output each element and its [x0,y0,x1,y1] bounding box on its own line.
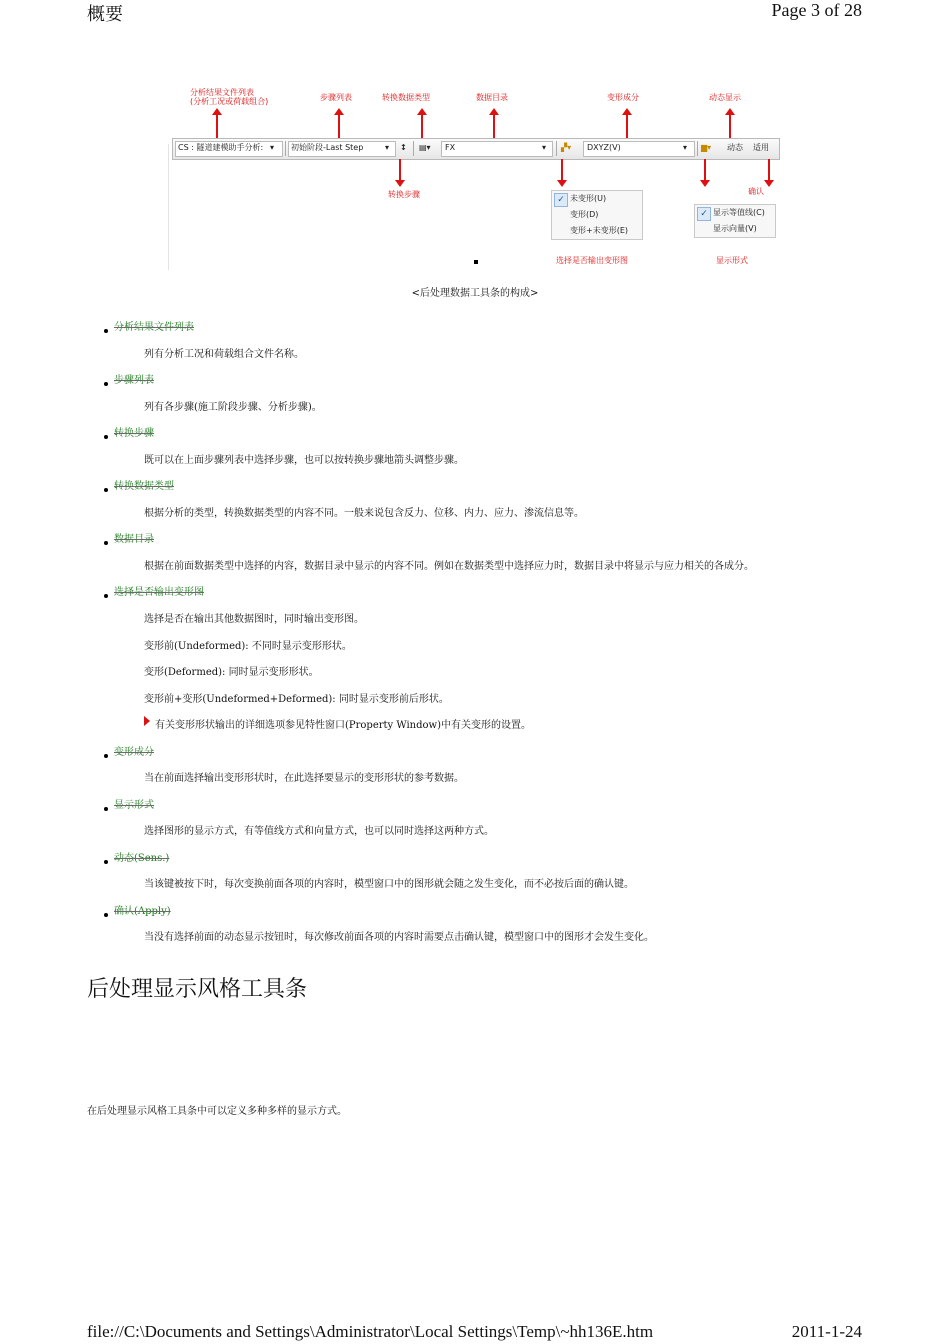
label-deform-component: 变形成分 [607,93,639,102]
page-number: Page 3 of 28 [771,0,862,20]
deform-output-icon[interactable]: ▞▾ [561,143,572,152]
check-icon: ✓ [697,207,711,221]
result-file-combo-text: CS : 隧道建模助手分析: [178,143,264,152]
check-icon: ✓ [554,193,568,207]
arrow-display-form [704,159,706,181]
chevron-down-icon[interactable]: ▾ [385,143,390,152]
entry-desc: 变形前(Undeformed): 不同时显示变形形状。 [144,641,352,652]
section-title: 后处理显示风格工具条 [87,977,308,1002]
chevron-down-icon[interactable]: ▾ [683,143,688,152]
menu-item-deformed[interactable]: 变形(D) [570,210,599,219]
apply-button[interactable]: 适用 [753,143,769,152]
display-form-icon[interactable]: ▆▾ [701,143,712,152]
entry-title[interactable]: 转换步骤 [114,428,154,439]
footer-date: 2011-1-24 [791,1322,862,1341]
arrow-result-file [216,114,218,138]
entry-desc: 当该键被按下时，每次变换前面各项的内容时，模型窗口中的图形就会随之发生变化，而不必按后面的确认键。 [144,879,634,890]
entry-title[interactable]: 确认(Apply) [114,906,171,917]
label-deform-output: 选择是否输出变形图 [556,256,628,265]
entry-desc: 当没有选择前面的动态显示按钮时，每次修改前面各项的内容时需要点击确认键，模型窗口中的图形才会发生变化。 [144,932,654,943]
entry-desc: 选择图形的显示方式，有等值线方式和向量方式，也可以同时选择这两种方式。 [144,826,494,837]
arrow-data-catalog [493,114,495,138]
label-step-list: 步骤列表 [320,93,352,102]
figure-dot [474,260,478,264]
arrow-step-list [338,114,340,138]
entry-title[interactable]: 动态(Sens.) [114,853,170,864]
label-dynamic-display: 动态显示 [709,93,741,102]
entry-desc: 列有分析工况和荷载组合文件名称。 [144,349,304,360]
data-catalog-text: FX [445,143,456,152]
entry-note: 有关变形形状输出的详细选项参见特性窗口(Property Window)中有关变形的设置。 [155,720,532,731]
arrow-data-type [421,114,423,138]
toolbar-figure [168,84,782,270]
menu-item-undeformed-deformed[interactable]: 变形+未变形(E) [570,226,628,235]
entry-desc: 根据分析的类型，转换数据类型的内容不同。一般来说包含反力、位移、内力、应力、渗流信息等。 [144,508,584,519]
chevron-down-icon[interactable]: ▾ [542,143,547,152]
label-result-file-list: 分析结果文件列表 (分析工况或荷载组合) [190,88,269,106]
entry-desc: 列有各步骤(施工阶段步骤、分析步骤)。 [144,402,322,413]
arrow-deform-component [626,114,628,138]
deform-output-menu [551,190,643,240]
entry-title[interactable]: 数据目录 [114,534,154,545]
step-convert-icon[interactable]: ↕ [400,143,407,152]
arrow-dynamic-display [729,114,731,138]
entry-desc: 既可以在上面步骤列表中选择步骤，也可以按转换步骤地箭头调整步骤。 [144,455,464,466]
menu-item-contour[interactable]: ✓ 显示等值线(C) [695,205,775,221]
entry-desc: 选择是否在输出其他数据图时，同时输出变形图。 [144,614,364,625]
entry-title[interactable]: 分析结果文件列表 [114,322,194,333]
arrow-confirm [768,159,770,181]
label-data-type: 转换数据类型 [382,93,430,102]
body-paragraph: 在后处理显示风格工具条中可以定义多种多样的显示方式。 [87,1106,347,1117]
label-display-form: 显示形式 [716,256,748,265]
entry-desc: 变形(Deformed): 同时显示变形形状。 [144,667,319,678]
entry-desc: 根据在前面数据类型中选择的内容，数据目录中显示的内容不同。例如在数据类型中选择应力时，数据目录中将显示与应力相关的各成分。 [144,561,754,572]
postprocess-toolbar [172,138,780,160]
note-icon [144,716,150,726]
deform-component-text: DXYZ(V) [587,143,621,152]
footer-path: file://C:\Documents and Settings\Administrator\Local Settings\Temp\~hh136E.htm [87,1322,654,1341]
figure-caption: <后处理数据工具条的构成> [411,288,539,299]
entry-desc: 变形前+变形(Undeformed+Deformed): 同时显示变形前后形状。 [144,694,449,705]
label-data-catalog: 数据目录 [476,93,508,102]
dynamic-button[interactable]: 动态 [727,143,743,152]
step-combo-text: 初始阶段-Last Step [291,143,364,152]
label-confirm: 确认 [748,187,764,196]
data-catalog-combo[interactable] [441,141,553,157]
entry-title[interactable]: 显示形式 [114,800,154,811]
entry-title[interactable]: 转换数据类型 [114,481,174,492]
chevron-down-icon[interactable]: ▾ [270,143,275,152]
figure-border-line [168,144,169,270]
header-title: 概要 [87,4,123,25]
arrow-step-convert [399,159,401,181]
entry-title[interactable]: 选择是否输出变形图 [114,587,204,598]
entry-title[interactable]: 变形成分 [114,747,154,758]
display-form-menu [694,204,776,238]
menu-item-undeformed[interactable]: ✓ 未变形(U) [552,191,642,207]
entry-desc: 当在前面选择输出变形形状时，在此选择要显示的变形形状的参考数据。 [144,773,464,784]
arrow-deform-output [561,159,563,181]
entry-title[interactable]: 步骤列表 [114,375,154,386]
menu-item-vector[interactable]: 显示向量(V) [713,224,757,233]
label-step-convert: 转换步骤 [388,190,420,199]
data-type-icon[interactable]: ▤▾ [419,143,431,152]
